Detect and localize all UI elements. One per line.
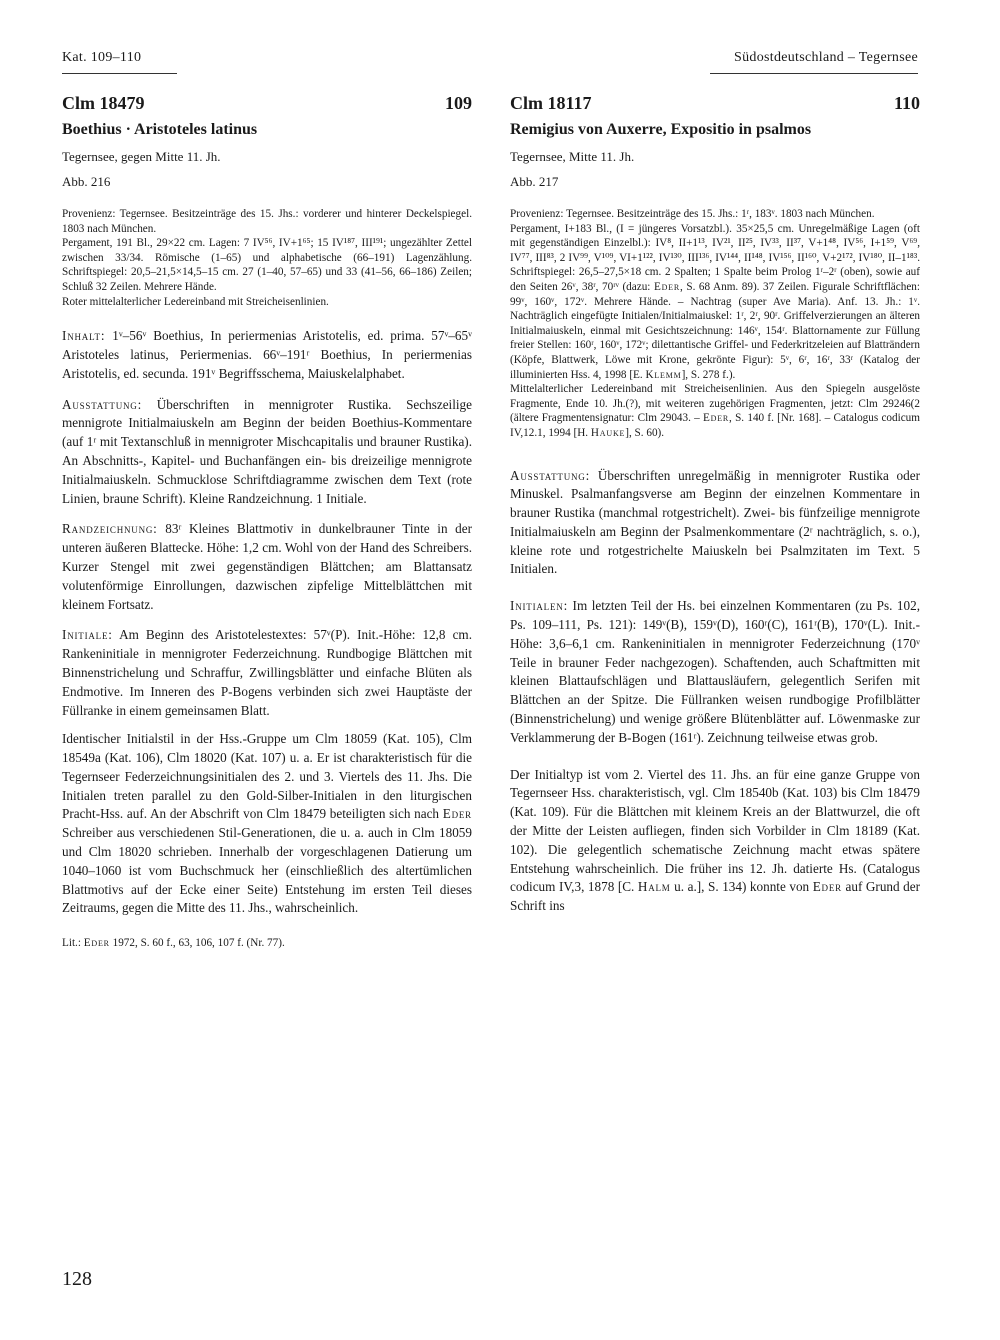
entry-109-provenienz: Provenienz: Tegernsee. Besitzeinträge des 15. Jhs.: vorderer und hinterer Deckelspiegel. 1803 nach München.: [62, 208, 472, 235]
author-eder: Eder: [442, 806, 472, 822]
header-rule-left: [62, 73, 177, 74]
pergament-author-eder: Eder: [653, 280, 681, 293]
entry-109-abb: Abb. 216: [62, 174, 111, 189]
initialtyp-text-a: Der Initialtyp ist vom 2. Viertel des 11. Jhs. an für eine ganze Gruppe von Tegernseer Hss. charakteristisch, vgl. Clm 18540b (Kat. 103) bis Clm 18479 (Kat. 109). Für die Blättchen mit kleinem Kreis an der Blattwurzel, die oft der Mitte der Leisten aufliegen, finden sich Vorbilder in Clm 18189 (Kat. 102). Die gelegentlich schematische Zeichnung macht etwas spätere Entstehung wahrscheinlich. Die früher ins 12. Jh. datierte Hs. (Catalogus codicum IV,3, 1878 [C.: [510, 766, 920, 895]
entry-109-inhalt: [62, 327, 472, 383]
entry-110-provenienz: Provenienz: Tegernsee. Besitzeinträge des 15. Jhs.: 1ʳ, 183ᵛ. 1803 nach München.: [510, 208, 875, 220]
einband-text-a: Mittelalterlicher Ledereinband mit Streicheisenlinien. Aus den Spiegeln ausgelöste Fragmente, Ende 10. Jh.(?), mit weiteren zugehörigen Fragmenten, jetzt: Clm 29246(2 (ältere Fragmentensignatur: Clm 29043. –: [510, 383, 920, 425]
initialen-text: Im letzten Teil der Hs. bei einzelnen Kommentaren (zu Ps. 102, Ps. 109–111, Ps. 121): 149ᵛ(B), 159ᵛ(D), 160ʳ(C), 161ʳ(B), 170ᵛ(L). Init.-Höhe: 3,6–6,1 cm. Rankeninitialen in mennigroter Federzeichnung (170ᵛ Teile in brauner Feder nachgezogen). Schaftenden, auch Schaftmitten mit kleinen Blattaufschlägen und Blattausläufern, gelegentlich Serifen mit Blättchen an der Spitze. Die Füllranken weisen rundbogige Profilblätter (Binnenstrichelung) und wenige größere Blütenblätter auf. Löwenmaske zur Verklammerung der B-Bogen (161ʳ). Zeichnung teilweise etwas grob.: [510, 598, 920, 745]
entry-109: [62, 92, 472, 951]
pergament-author-klemm: Klemm: [645, 368, 682, 381]
entry-110-ausstattung: [510, 467, 920, 580]
discussion-text-a: Identischer Initialstil in der Hss.-Gruppe um Clm 18059 (Kat. 105), Clm 18549a (Kat. 106), Clm 18020 (Kat. 107) u. a. Er ist charakteristisch für die Tegernseer Federzeichnungsinitialen des 2. und 3. Viertels des 11. Jhs. Die Initialen treten parallel zu den Gold-Silber-Initialen in den liturgischen Pracht-Hss. auf. An der Abschrift von Clm 18479 beteiligten sich nach: [62, 731, 472, 822]
entry-109-initiale: [62, 626, 472, 720]
entry-109-shelfmark: Clm 18479: [62, 93, 145, 113]
randzeichnung-text: 83ʳ Kleines Blattmotiv in dunkelbrauner Tinte in der unteren äußeren Blattecke. Höhe: 1,2 cm. Wohl von der Hand des Schreibers. Kurzer Stengel mit zwei gegenständigen Blättchen; am Blattansatz volutenförmige Einrollungen, dazwischen zipfelige Mittelblättchen mit kleinem Fortsatz.: [62, 521, 472, 612]
entry-110-einband: [510, 382, 920, 440]
pergament-text-b: , S. 68 Anm. 89). 37 Zeilen. Figurale Schriftflächen: 99ᵛ, 160ᵛ, 172ᵛ. Mehrere Hände. – Nachtrag (super Ave Maria). Anf. 13. Jh.: 1ᵛ. Nachträglich eingefügte Initialen/Initialmaiuskel: 1ʳ, 2ʳ, 90ʳ. Griffelverzierungen an älteren Initialmaiuskeln, einmal mit Gesichtszeichnung: 146ᵛ, 154ʳ. Blattornamente zur Füllung freier Stellen: 160ʳ, 160ᵛ, 172ᵛ; dilettantische Griffel- und Federkritzeleien auf Blatträndern (Köpfe, Blattwerk, Löwe mit Krone, gekrönte Figur): 5ᵛ, 6ʳ, 16ʳ, 33ʳ (Katalog der illuminierten Hss. 4, 1998 [E.: [510, 280, 920, 381]
initiale-label: Initiale:: [62, 627, 113, 643]
entry-109-literatur: [62, 936, 472, 951]
inhalt-text: 1ᵛ–56ᵛ Boethius, In periermenias Aristotelis, ed. prima. 57ᵛ–65ᵛ Aristoteles latinus, Periermenias. 66ᵛ–191ʳ Boethius, In periermenias Aristotelis, ed. secunda. 191ᵛ Begriffsschema, Maiuskelalphabet.: [62, 328, 472, 381]
initialtyp-text-b: u. a.], S. 134) konnte von: [670, 879, 813, 895]
entry-110-shelfmark: Clm 18117: [510, 93, 592, 113]
header-rule-right: [710, 73, 918, 74]
entry-110-initialen: [510, 597, 920, 747]
lit-text: 1972, S. 60 f., 63, 106, 107 f. (Nr. 77).: [109, 937, 285, 950]
einband-author-hauke: Hauke: [590, 426, 626, 439]
running-header-left: Kat. 109–110: [62, 50, 142, 65]
entry-110-number: 110: [893, 93, 920, 113]
entry-109-pergament: Pergament, 191 Bl., 29×22 cm. Lagen: 7 IV⁵⁶, IV+1⁶⁵; 15 IV¹⁸⁷, III¹⁹¹; ungezählter Zettel zwischen 33/34. Römische (1–65) und alphabetische (66–191) Lagenzählung. Schriftspiegel: 20,5–21,5×14,5–15 cm. 27 (1–40, 57–65) und 33 (41–56, 66–186) Zeilen; Schluß 32 Zeilen. Mehrere Hände.: [62, 237, 472, 293]
entry-110-title: Remigius von Auxerre, Expositio in psalmos: [510, 121, 812, 138]
randzeichnung-label: Randzeichnung:: [62, 521, 158, 537]
initiale-text: Am Beginn des Aristotelestextes: 57ᵛ(P). Init.-Höhe: 12,8 cm. Rankeninitiale in mennigroter Federzeichnung. Rundbogige Blättchen mit Binnenstrichelung und Schraffur, Zwillingsblätter und einfache Blüten als Endmotive. Im Inneren des P-Bogens verbinden sich zwei Hauptäste der Füllranke in einem gemeinsamen Blatt.: [62, 627, 472, 718]
ausstattung-text: Überschriften unregelmäßig in mennigroter Rustika oder Minuskel. Psalmanfangsverse am Beginn der einzelnen Kommentare in brauner Rustika (manchmal rotgestrichelt). Zwei- bis fünfzeilige mennigrote Initialmaiuskeln am Beginn der Psalmenkommentare (2ʳ nachträglich, s. o.), kleine rote und rotgestrichelte Maiuskeln bei Psalmzitaten im Text. 5 Initialen.: [510, 467, 920, 577]
entry-110: [510, 92, 920, 916]
einband-author-eder: Eder: [703, 412, 730, 425]
entry-109-discussion: [62, 730, 472, 918]
ausstattung-label: Ausstattung:: [510, 467, 591, 483]
pergament-text-a: Pergament, I+183 Bl., (I = jüngeres Vorsatzbl.). 35×25,5 cm. Unregelmäßige Lagen (oft mit gegenständigen Einzelbl.): IV⁸, II+1¹³, IV²¹, II²⁵, IV³³, II³⁷, V+1⁴⁸, IV⁵⁶, I+1⁵⁹, V⁶⁹, IV⁷⁷, III⁸³, 2 IV⁹⁹, V¹⁰⁹, VI+1¹²², IV¹³⁰, III¹³⁶, IV¹⁴⁴, II¹⁴⁸, IV¹⁵⁶, II¹⁶⁰, V+2¹⁷², IV¹⁸⁰, II–1¹⁸³. Schriftspiegel: 26,5–27,5×18 cm. 2 Spalten; 1 Spalte beim Prolog 1ʳ–2ʳ (oben), sowie auf den Seiten 26ᵛ, 38ʳ, 70ʳᵛ (dazu:: [510, 222, 920, 293]
initialen-label: Initialen:: [510, 598, 569, 614]
initialtyp-text-c: auf Grund der Schrift ins: [510, 879, 920, 914]
page-number: 128: [62, 1268, 92, 1290]
pergament-text-c: ], S. 278 f.).: [681, 368, 736, 381]
entry-110-pergament: [510, 222, 920, 383]
entry-109-randzeichnung: [62, 520, 472, 614]
discussion-text-b: Schreiber aus verschiedenen Stil-Generationen, die u. a. auch in Clm 18059 und Clm 18020 schrieben. Innerhalb der vorgeschlagenen Datierung um 1040–1060 ist vom Buchschmuck her (einschließlich des altertümlichen Blattmotivs auf der Ecke einer Seite) Entstehung im ersten Teil dieses Zeitraums, gegen die Mitte des 11. Jhs., wahrscheinlich.: [62, 825, 472, 916]
lit-prefix: Lit.:: [62, 937, 84, 950]
einband-text-c: ], S. 60).: [625, 426, 665, 439]
entry-109-codicology: [62, 207, 472, 309]
lit-author-eder: Eder: [83, 937, 110, 950]
entry-109-number: 109: [445, 93, 472, 113]
inhalt-label: Inhalt:: [62, 328, 106, 344]
ausstattung-text: Überschriften in mennigroter Rustika. Sechszeilige mennigrote Initialmaiuskeln am Beginn der beiden Boethius-Kommentare (auf 1ʳ mit Textanschluß in mennigroter Mischcapitalis und brauner Rustika). An Abschnitts-, Kapitel- und Buchanfängen ein- bis dreizeilige mennigrote Initialmaiuskeln. Schmucklose Schriftdiagramme zwischen dem Text (rote Linien, braune Schrift). Kleine Randzeichnung. 1 Initiale.: [62, 396, 472, 506]
entry-110-title-row: [510, 92, 920, 114]
entry-110-abb: Abb. 217: [510, 174, 559, 189]
entry-109-title-row: [62, 92, 472, 114]
entry-109-ausstattung: [62, 396, 472, 509]
entry-110-origin: Tegernsee, Mitte 11. Jh.: [510, 149, 635, 164]
ausstattung-label: Ausstattung:: [62, 396, 143, 412]
running-header-right: Südostdeutschland – Tegernsee: [734, 50, 918, 65]
author-eder: Eder: [812, 879, 842, 895]
entry-110-codicology: [510, 207, 920, 441]
entry-110-discussion: [510, 766, 920, 916]
einband-text-b: , S. 140 f. [Nr. 168]. – Catalogus codicum IV,12.1, 1994 [H.: [510, 412, 920, 439]
entry-109-origin: Tegernsee, gegen Mitte 11. Jh.: [62, 149, 221, 164]
entry-109-title: Boethius · Aristoteles latinus: [62, 121, 258, 138]
author-halm: Halm: [637, 879, 671, 895]
entry-109-einband: Roter mittelalterlicher Ledereinband mit Streicheisenlinien.: [62, 295, 329, 308]
